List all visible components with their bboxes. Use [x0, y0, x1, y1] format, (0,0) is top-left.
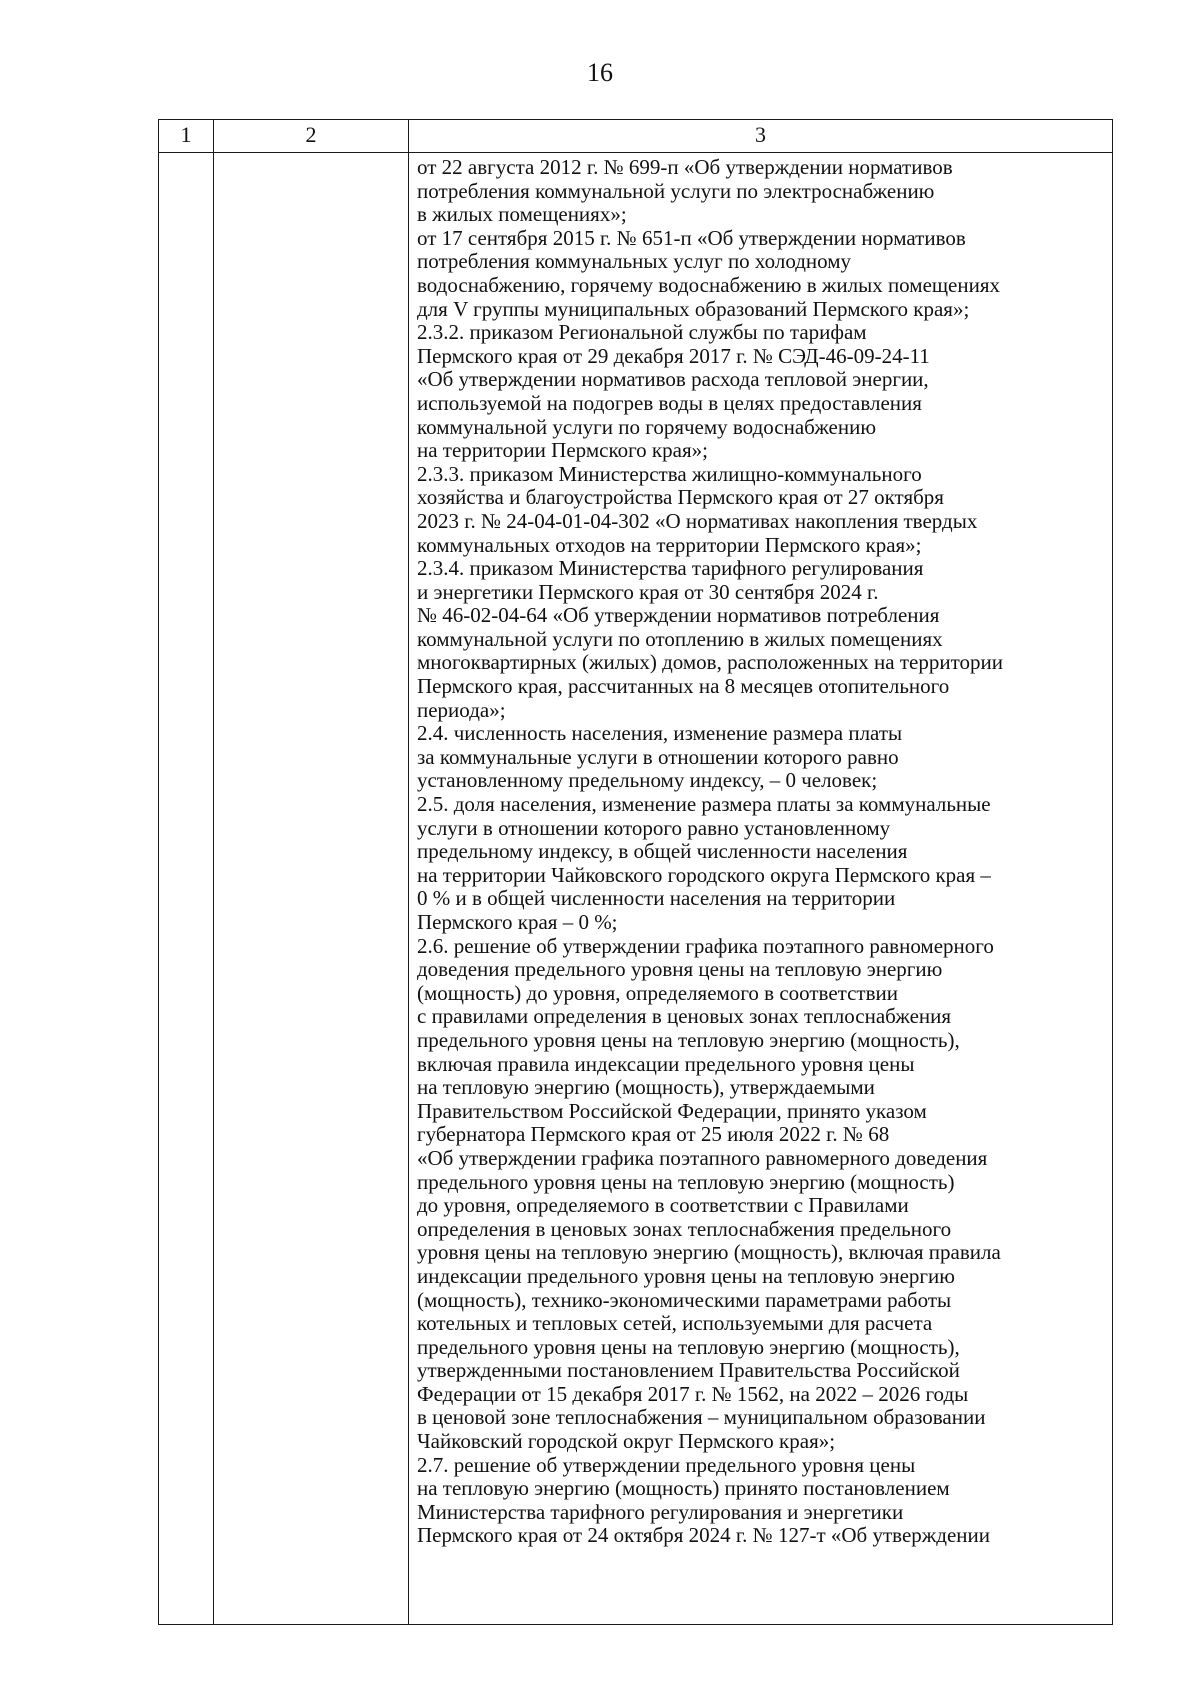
text-line: с правилами определения в ценовых зонах теплоснабжения [417, 1004, 952, 1029]
text-line: 2.7. решение об утверждении предельного уровня цены [417, 1452, 916, 1477]
column-header-2: 2 [214, 120, 409, 153]
text-line: водоснабжению, горячему водоснабжению в жилых помещениях [417, 272, 1001, 297]
document-table [158, 119, 1113, 1625]
text-line: Пермского края, рассчитанных на 8 месяцев отопительного [417, 674, 950, 699]
column-header-1: 1 [159, 120, 214, 153]
text-line: коммунальной услуги по отоплению в жилых помещениях [417, 626, 943, 651]
text-line: «Об утверждении нормативов расхода тепловой энергии, [417, 367, 929, 392]
text-line: 2023 г. № 24-04-01-04-302 «О нормативах накопления твердых [417, 508, 978, 533]
text-line: включая правила индексации предельного уровня цены [417, 1051, 915, 1076]
text-line: 2.3.2. приказом Региональной службы по тарифам [417, 320, 867, 345]
text-line: Министерства тарифного регулирования и энергетики [417, 1499, 904, 1524]
text-line: до уровня, определяемого в соответствии с Правилами [417, 1193, 909, 1218]
text-line: на территории Чайковского городского округа Пермского края – [417, 862, 991, 887]
text-line: используемой на подогрев воды в целях предоставления [417, 390, 922, 415]
text-line: коммунальной услуги по горячему водоснабжению [417, 414, 877, 439]
text-line: губернатора Пермского края от 25 июля 2022 г. № 68 [417, 1122, 890, 1147]
text-line: потребления коммунальных услуг по холодному [417, 249, 852, 274]
table-header-row [159, 120, 1113, 153]
text-line: Федерации от 15 декабря 2017 г. № 1562, на 2022 – 2026 годы [417, 1381, 969, 1406]
text-line: периода»; [417, 697, 506, 722]
text-line: и энергетики Пермского края от 30 сентября 2024 г. [417, 579, 879, 604]
text-line: 2.3.3. приказом Министерства жилищно-коммунального [417, 461, 922, 486]
text-line: 2.6. решение об утверждении графика поэтапного равномерного [417, 933, 994, 958]
text-line: на тепловую энергию (мощность), утверждаемыми [417, 1075, 875, 1100]
text-line: Пермского края – 0 %; [417, 910, 618, 934]
text-line: в жилых помещениях»; [417, 202, 627, 227]
text-line: установленному предельному индексу, – 0 человек; [417, 768, 878, 793]
text-line: потребления коммунальной услуги по электроснабжению [417, 178, 935, 203]
text-line: предельного уровня цены на тепловую энергию (мощность), [417, 1027, 960, 1052]
text-line: услуги в отношении которого равно установленному [417, 815, 891, 840]
column-1-cell [159, 153, 214, 1625]
text-line: за коммунальные услуги в отношении которого равно [417, 744, 899, 769]
text-line: предельного уровня цены на тепловую энергию (мощность), [417, 1334, 960, 1359]
column-3-text-cell [409, 153, 1113, 1625]
page-number: 16 [587, 58, 613, 87]
column-2-cell [214, 153, 409, 1625]
text-line: коммунальных отходов на территории Пермского края»; [417, 532, 922, 557]
text-line: многоквартирных (жилых) домов, расположенных на территории [417, 650, 1003, 675]
text-line: Чайковский городской округ Пермского края»; [417, 1429, 836, 1454]
text-line: определения в ценовых зонах теплоснабжения предельного [417, 1216, 952, 1241]
text-line: 0 % и в общей численности населения на территории [417, 886, 896, 911]
text-line: Пермского края от 29 декабря 2017 г. № СЭД-46-09-24-11 [417, 343, 930, 368]
table-body-row [159, 153, 1113, 1625]
text-line: индексации предельного уровня цены на тепловую энергию [417, 1263, 955, 1288]
text-line: предельному индексу, в общей численности населения [417, 839, 908, 864]
text-line: предельного уровня цены на тепловую энергию (мощность) [417, 1169, 955, 1194]
text-line: уровня цены на тепловую энергию (мощность), включая правила [417, 1240, 1001, 1265]
text-line: для V группы муниципальных образований Пермского края»; [417, 296, 970, 321]
column-header-3: 3 [409, 120, 1113, 153]
text-line: доведения предельного уровня цены на тепловую энергию [417, 957, 943, 982]
text-line: 2.4. численность населения, изменение размера платы [417, 721, 903, 746]
text-line: в ценовой зоне теплоснабжения – муниципальном образовании [417, 1405, 986, 1430]
text-line: 2.3.4. приказом Министерства тарифного регулирования [417, 556, 924, 581]
text-line: от 17 сентября 2015 г. № 651-п «Об утверждении нормативов [417, 225, 966, 250]
text-line: хозяйства и благоустройства Пермского края от 27 октября [417, 485, 944, 510]
text-line: котельных и тепловых сетей, используемыми для расчета [417, 1311, 933, 1336]
text-line: «Об утверждении графика поэтапного равномерного доведения [417, 1145, 988, 1170]
text-line: на тепловую энергию (мощность) принято постановлением [417, 1476, 950, 1501]
text-line: № 46-02-04-64 «Об утверждении нормативов потребления [417, 603, 940, 628]
text-line: на территории Пермского края»; [417, 438, 708, 463]
text-line: (мощность) до уровня, определяемого в соответствии [417, 980, 898, 1005]
text-line: от 22 августа 2012 г. № 699-п «Об утверждении нормативов [417, 155, 953, 179]
text-line: Пермского края от 24 октября 2024 г. № 127-т «Об утверждении [417, 1523, 990, 1548]
text-line: Правительством Российской Федерации, принято указом [417, 1098, 927, 1123]
text-line: 2.5. доля населения, изменение размера платы за коммунальные [417, 792, 991, 817]
text-line: (мощность), технико-экономическими параметрами работы [417, 1287, 952, 1312]
text-lines [417, 156, 1110, 1548]
text-line: утвержденными постановлением Правительства Российской [417, 1358, 960, 1383]
